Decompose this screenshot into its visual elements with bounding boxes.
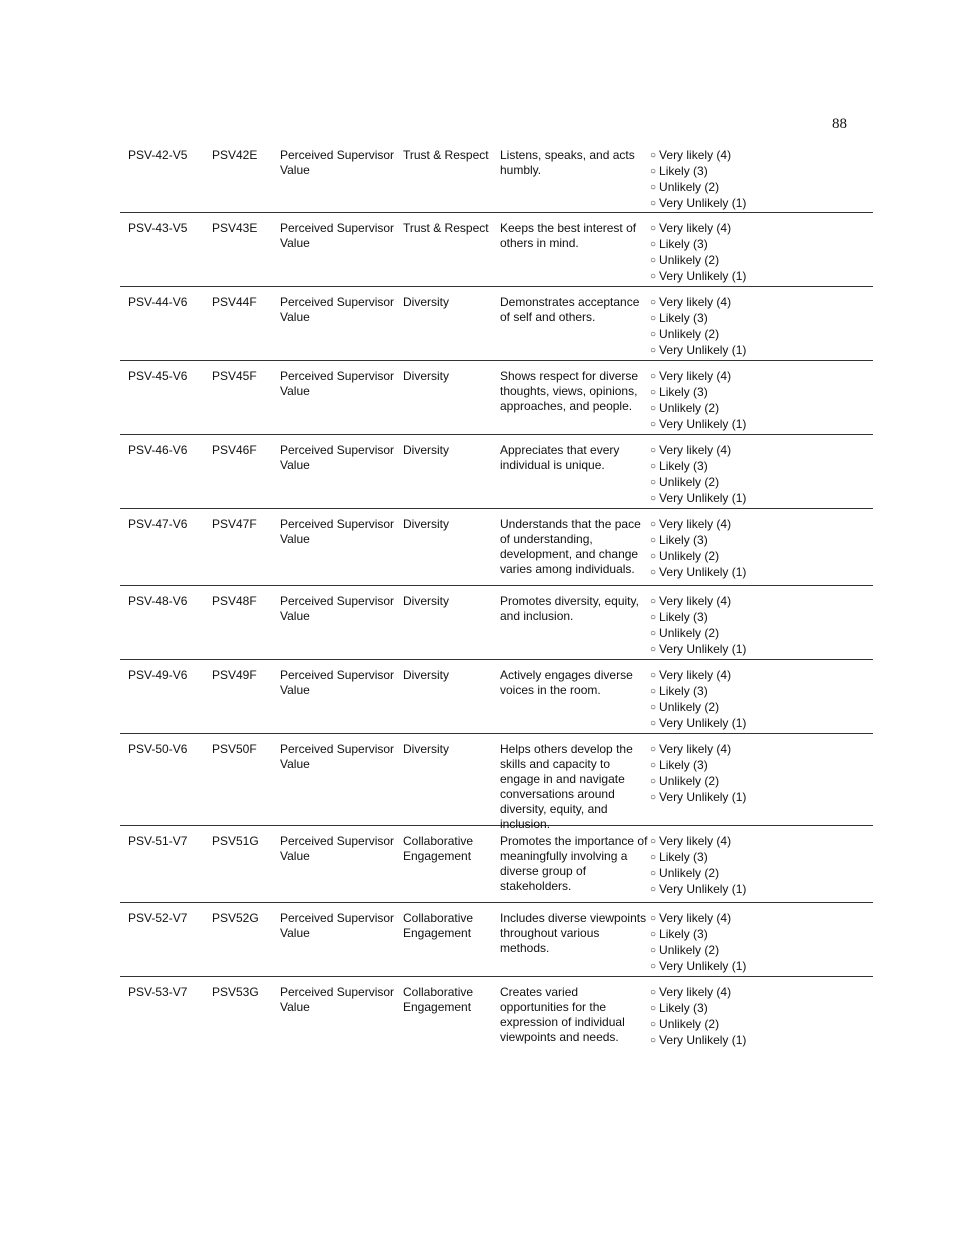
- item-dimension: Collaborative Engagement: [403, 911, 474, 940]
- item-dimension: Collaborative Engagement: [403, 834, 474, 863]
- response-options: [650, 221, 800, 285]
- response-option: ○ Likely (3): [650, 610, 800, 626]
- response-options: [650, 911, 800, 975]
- table-row: [120, 903, 873, 977]
- item-id: PSV-50-V6: [128, 742, 188, 756]
- response-options: [650, 295, 800, 359]
- item-dimension: Diversity: [403, 443, 450, 457]
- response-option: ○ Unlikely (2): [650, 180, 800, 196]
- item-id: PSV-49-V6: [128, 668, 188, 682]
- item-dimension: Diversity: [403, 517, 450, 531]
- item-dimension: Diversity: [403, 742, 450, 756]
- item-code: PSV42E: [212, 148, 258, 162]
- item-id: PSV-44-V6: [128, 295, 188, 309]
- response-option: ○ Very Unlikely (1): [650, 882, 800, 898]
- item-code: PSV52G: [212, 911, 259, 925]
- response-option: ○ Very likely (4): [650, 911, 800, 927]
- response-option: ○ Unlikely (2): [650, 327, 800, 343]
- response-option: ○ Very likely (4): [650, 295, 800, 311]
- item-category: Perceived Supervisor Value: [280, 742, 395, 771]
- response-option: ○ Very likely (4): [650, 834, 800, 850]
- item-id: PSV-42-V5: [128, 148, 188, 162]
- response-option: ○ Very likely (4): [650, 668, 800, 684]
- item-text: Includes diverse viewpoints throughout various methods.: [500, 911, 647, 955]
- response-option: ○ Very likely (4): [650, 221, 800, 237]
- item-text: Helps others develop the skills and capacity to engage in and navigate conversations around diversity, equity, and inclusion.: [500, 742, 633, 831]
- item-id: PSV-51-V7: [128, 834, 188, 848]
- table-row: [120, 287, 873, 361]
- item-code: PSV51G: [212, 834, 259, 848]
- item-dimension: Diversity: [403, 668, 450, 682]
- item-id: PSV-43-V5: [128, 221, 188, 235]
- item-id: PSV-45-V6: [128, 369, 188, 383]
- item-text: Actively engages diverse voices in the room.: [500, 668, 633, 697]
- item-category: Perceived Supervisor Value: [280, 221, 395, 250]
- item-dimension: Collaborative Engagement: [403, 985, 474, 1014]
- page-number: 88: [832, 116, 847, 132]
- table-row: [120, 977, 873, 1050]
- item-category: Perceived Supervisor Value: [280, 443, 395, 472]
- item-text: Promotes diversity, equity, and inclusion.: [500, 594, 639, 623]
- response-option: ○ Very likely (4): [650, 369, 800, 385]
- item-category: Perceived Supervisor Value: [280, 594, 395, 623]
- item-id: PSV-48-V6: [128, 594, 188, 608]
- response-option: ○ Very Unlikely (1): [650, 716, 800, 732]
- item-code: PSV50F: [212, 742, 257, 756]
- item-category: Perceived Supervisor Value: [280, 295, 395, 324]
- response-option: ○ Unlikely (2): [650, 549, 800, 565]
- item-text: Creates varied opportunities for the expression of individual viewpoints and needs.: [500, 985, 625, 1044]
- response-option: ○ Very Unlikely (1): [650, 269, 800, 285]
- response-option: ○ Very Unlikely (1): [650, 343, 800, 359]
- item-category: Perceived Supervisor Value: [280, 834, 395, 863]
- item-text: Demonstrates acceptance of self and others.: [500, 295, 640, 324]
- item-dimension: Diversity: [403, 369, 450, 383]
- response-option: ○ Likely (3): [650, 237, 800, 253]
- response-options: [650, 517, 800, 581]
- item-dimension: Diversity: [403, 295, 450, 309]
- item-id: PSV-46-V6: [128, 443, 188, 457]
- response-option: ○ Unlikely (2): [650, 401, 800, 417]
- response-option: ○ Very likely (4): [650, 148, 800, 164]
- item-code: PSV45F: [212, 369, 257, 383]
- response-option: ○ Very Unlikely (1): [650, 1033, 800, 1049]
- response-option: ○ Unlikely (2): [650, 943, 800, 959]
- response-option: ○ Likely (3): [650, 533, 800, 549]
- item-code: PSV44F: [212, 295, 257, 309]
- item-category: Perceived Supervisor Value: [280, 668, 395, 697]
- response-option: ○ Likely (3): [650, 164, 800, 180]
- table-row: [120, 660, 873, 734]
- response-option: ○ Unlikely (2): [650, 1017, 800, 1033]
- response-option: ○ Likely (3): [650, 1001, 800, 1017]
- response-option: ○ Likely (3): [650, 927, 800, 943]
- item-dimension: Diversity: [403, 594, 450, 608]
- response-option: ○ Likely (3): [650, 850, 800, 866]
- response-option: ○ Very Unlikely (1): [650, 790, 800, 806]
- table-row: [120, 361, 873, 435]
- response-option: ○ Very likely (4): [650, 517, 800, 533]
- item-dimension: Trust & Respect: [403, 148, 489, 162]
- response-option: ○ Unlikely (2): [650, 866, 800, 882]
- response-options: [650, 834, 800, 898]
- response-option: ○ Very likely (4): [650, 443, 800, 459]
- response-option: ○ Very Unlikely (1): [650, 196, 800, 212]
- item-category: Perceived Supervisor Value: [280, 517, 395, 546]
- item-dimension: Trust & Respect: [403, 221, 489, 235]
- item-text: Shows respect for diverse thoughts, views, opinions, approaches, and people.: [500, 369, 639, 413]
- response-option: ○ Very Unlikely (1): [650, 642, 800, 658]
- item-category: Perceived Supervisor Value: [280, 911, 395, 940]
- item-code: PSV46F: [212, 443, 257, 457]
- table-row: [120, 140, 873, 213]
- item-code: PSV53G: [212, 985, 259, 999]
- response-options: [650, 668, 800, 732]
- item-id: PSV-52-V7: [128, 911, 188, 925]
- item-id: PSV-47-V6: [128, 517, 188, 531]
- response-option: ○ Very likely (4): [650, 594, 800, 610]
- item-text: Listens, speaks, and acts humbly.: [500, 148, 635, 177]
- response-options: [650, 369, 800, 433]
- response-option: ○ Unlikely (2): [650, 626, 800, 642]
- response-options: [650, 443, 800, 507]
- table-row: [120, 734, 873, 831]
- item-category: Perceived Supervisor Value: [280, 985, 395, 1014]
- survey-items-table: [120, 140, 873, 1050]
- response-options: [650, 985, 800, 1049]
- response-option: ○ Very likely (4): [650, 742, 800, 758]
- response-option: ○ Unlikely (2): [650, 700, 800, 716]
- response-option: ○ Very Unlikely (1): [650, 565, 800, 581]
- response-option: ○ Likely (3): [650, 459, 800, 475]
- response-option: ○ Very likely (4): [650, 985, 800, 1001]
- item-code: PSV48F: [212, 594, 257, 608]
- response-option: ○ Very Unlikely (1): [650, 491, 800, 507]
- response-option: ○ Likely (3): [650, 385, 800, 401]
- response-option: ○ Very Unlikely (1): [650, 959, 800, 975]
- item-code: PSV47F: [212, 517, 257, 531]
- response-option: ○ Likely (3): [650, 311, 800, 327]
- response-option: ○ Likely (3): [650, 758, 800, 774]
- response-option: ○ Unlikely (2): [650, 253, 800, 269]
- response-options: [650, 742, 800, 806]
- item-category: Perceived Supervisor Value: [280, 148, 395, 177]
- response-option: ○ Likely (3): [650, 684, 800, 700]
- item-code: PSV49F: [212, 668, 257, 682]
- item-text: Understands that the pace of understanding, development, and change varies among individuals.: [500, 517, 641, 576]
- item-text: Appreciates that every individual is unique.: [500, 443, 620, 472]
- item-code: PSV43E: [212, 221, 258, 235]
- table-row: [120, 435, 873, 509]
- response-options: [650, 594, 800, 658]
- item-text: Promotes the importance of meaningfully involving a diverse group of stakeholders.: [500, 834, 648, 893]
- response-option: ○ Very Unlikely (1): [650, 417, 800, 433]
- item-category: Perceived Supervisor Value: [280, 369, 395, 398]
- response-option: ○ Unlikely (2): [650, 475, 800, 491]
- table-row: [120, 509, 873, 586]
- item-id: PSV-53-V7: [128, 985, 188, 999]
- item-text: Keeps the best interest of others in mind.: [500, 221, 637, 250]
- table-row: [120, 213, 873, 287]
- response-option: ○ Unlikely (2): [650, 774, 800, 790]
- table-row: [120, 826, 873, 903]
- table-row: [120, 586, 873, 660]
- response-options: [650, 148, 800, 212]
